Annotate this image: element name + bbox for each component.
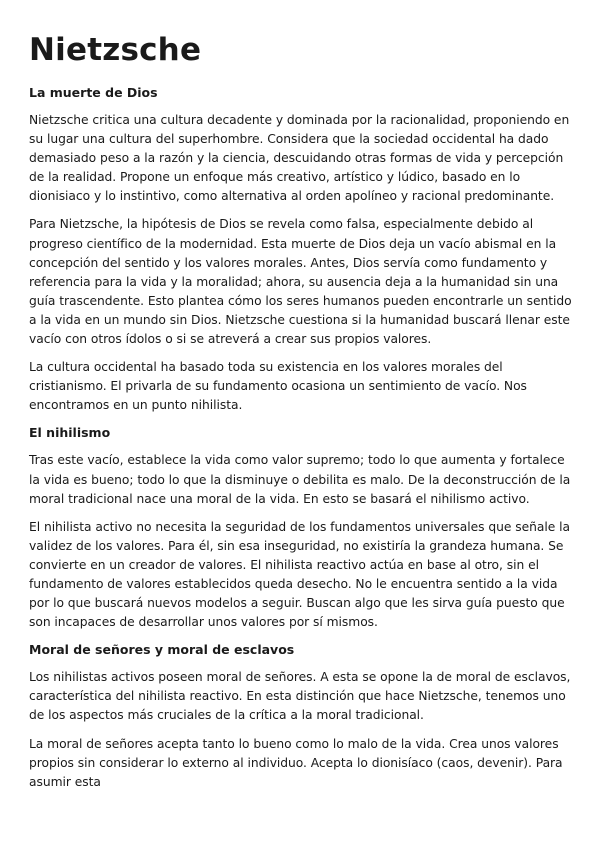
page-title: Nietzsche — [29, 32, 202, 68]
section-heading-muerte-de-dios: La muerte de Dios — [29, 85, 158, 100]
paragraph: El nihilista activo no necesita la seguridad de los fundamentos universales que señale la validez de los valores. Para él, sin esa inseguridad, no existiría la grandeza humana. Se convierte en un creador de valores. El nihilista reactivo actúa en base al otro, sin el fundamento de valores establecidos queda desecho. No le encuentra sentido a la vida por lo que buscará nuevos modelos a seguir. Buscan algo que les sirva guía puesto que son incapaces de desarrollar unos valores por sí mismos. — [29, 519, 570, 630]
paragraph: Nietzsche critica una cultura decadente y dominada por la racionalidad, proponiendo en su lugar una cultura del superhombre. Considera que la sociedad occidental ha dado demasiado peso a la razón y la ciencia, descuidando otras formas de vida y percepción de la realidad. Propone un enfoque más creativo, artístico y lúdico, basado en lo dionisiaco y lo instintivo, como alternativa al orden apolíneo y racional predominante. — [29, 113, 570, 204]
section-heading-nihilismo: El nihilismo — [29, 425, 111, 441]
paragraph: Los nihilistas activos poseen moral de señores. A esta se opone la de moral de esclavos, característica del nihilista reactivo. En esta distinción que hace Nietzsche, tenemos uno de los aspectos más cruciales de la crítica a la moral tradicional. — [29, 670, 571, 723]
paragraph: Para Nietzsche, la hipótesis de Dios se revela como falsa, especialmente debido al progreso científico de la modernidad. Esta muerte de Dios deja un vacío abismal en la concepción del sentido y los valores morales. Antes, Dios servía como fundamento y referencia para la vida y la moralidad; ahora, su ausencia deja a la humanidad sin una guía trascendente. Esto plantea cómo los seres humanos pueden encontrarle un sentido a la vida en un mundo sin Dios. Nietzsche cuestiona si la humanidad buscará llenar este vacío con otros ídolos o si se atreverá a crear sus propios valores. — [29, 217, 572, 347]
paragraph: Tras este vacío, establece la vida como valor supremo; todo lo que aumenta y fortalece la vida es bueno; todo lo que la disminuye o debilita es malo. De la deconstrucción de la moral tradicional nace una moral de la vida. En esto se basará el nihilismo activo. — [29, 453, 571, 506]
paragraph: La cultura occidental ha basado toda su existencia en los valores morales del cristianismo. El privarla de su fundamento ocasiona un sentimiento de vacío. Nos encontramos en un punto nihilista. — [29, 360, 527, 413]
section-heading-moral-senores-esclavos: Moral de señores y moral de esclavos — [29, 642, 295, 658]
paragraph: La moral de señores acepta tanto lo bueno como lo malo de la vida. Crea unos valores propios sin considerar lo externo al individuo. Acepta lo dionisíaco (caos, devenir). Para asumir esta — [29, 736, 563, 789]
